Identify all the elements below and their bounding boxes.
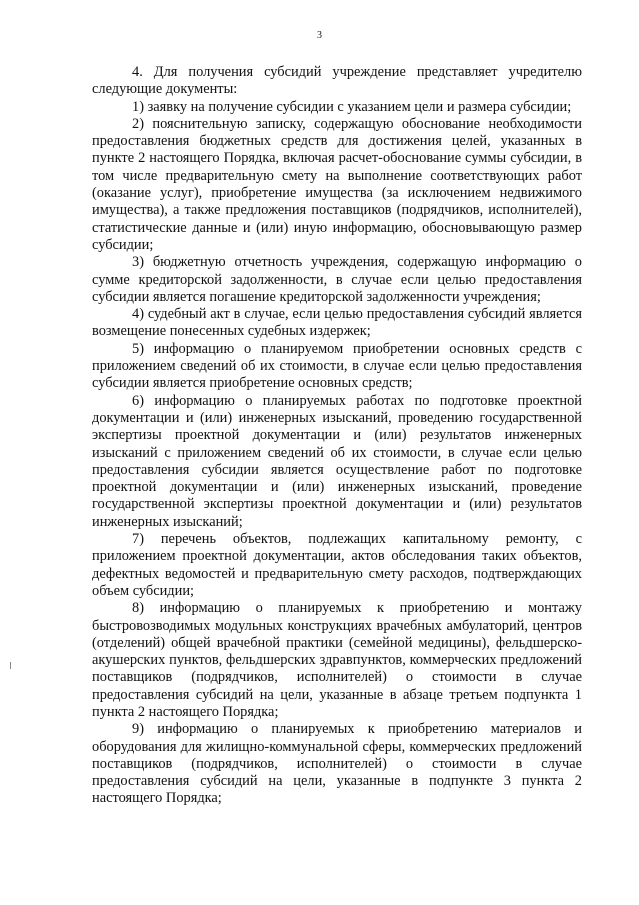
list-item-2: 2) пояснительную записку, содержащую обоснование необходимости предоставления бюджетных средств для достижения целей, указанных в пункте 2 настоящего Порядка, включая расчет-обоснование суммы субсидии, в том числе предварительную смету на выполнение соответствующих работ (оказание услуг), приобретение имущества (за исключением недвижимого имущества), а также предложения поставщиков (подрядчиков, исполнителей), статистические данные и (или) иную информацию, обосновывающую размер субсидии; xyxy=(92,115,582,253)
list-item-6: 6) информацию о планируемых работах по подготовке проектной документации и (или) инженерных изысканий, проведению государственной экспертизы проектной документации и (или) результатов инженерных изысканий с приложением сведений об их стоимости, в случае если целью предоставления субсидии является осуществление работ по подготовке проектной документации и (или) инженерных изысканий, проведение государственной экспертизы проектной документации и (или) результатов инженерных изысканий; xyxy=(92,392,582,530)
page-number: 3 xyxy=(317,30,322,41)
list-item-3: 3) бюджетную отчетность учреждения, содержащую информацию о сумме кредиторской задолженности, в случае если целью предоставления субсидии является погашение кредиторской задолженности учреждения; xyxy=(92,254,582,305)
list-item-9: 9) информацию о планируемых к приобретению материалов и оборудования для жилищно-коммунальной сферы, коммерческих предложений поставщиков (подрядчиков, исполнителей) о стоимости в случае предоставления субсидий на цели, указанные в подпункте 3 пункта 2 настоящего Порядка; xyxy=(92,721,582,807)
list-item-4: 4) судебный акт в случае, если целью предоставления субсидий является возмещение понесенных судебных издержек; xyxy=(92,306,582,340)
list-item-5: 5) информацию о планируемом приобретении основных средств с приложением сведений об их стоимости, в случае если целью предоставления субсидии является приобретение основных средств; xyxy=(92,340,582,392)
list-item-7: 7) перечень объектов, подлежащих капитальному ремонту, с приложением проектной документации, актов обследования таких объектов, дефектных ведомостей и предварительную смету расходов, подтверждающих объем субсидии; xyxy=(92,531,582,599)
list-item-8: 8) информацию о планируемых к приобретению и монтажу быстровозводимых модульных конструкциях врачебных амбулаторий, центров (отделений) общей врачебной практики (семейной медицины), фельдшерско-акушерских пунктов, фельдшерских здравпунктов, коммерческих предложений поставщиков (подрядчиков, исполнителей) о стоимости в случае предоставления субсидий на цели, указанные в абзаце третьем подпункта 1 пункта 2 настоящего Порядка; xyxy=(92,600,582,720)
paragraph-point-4-intro: 4. Для получения субсидий учреждение представляет учредителю следующие документы: xyxy=(92,64,582,98)
document-body xyxy=(92,64,582,808)
scan-margin-mark xyxy=(10,662,11,669)
list-item-1: 1) заявку на получение субсидии с указанием цели и размера субсидии; xyxy=(132,98,572,115)
